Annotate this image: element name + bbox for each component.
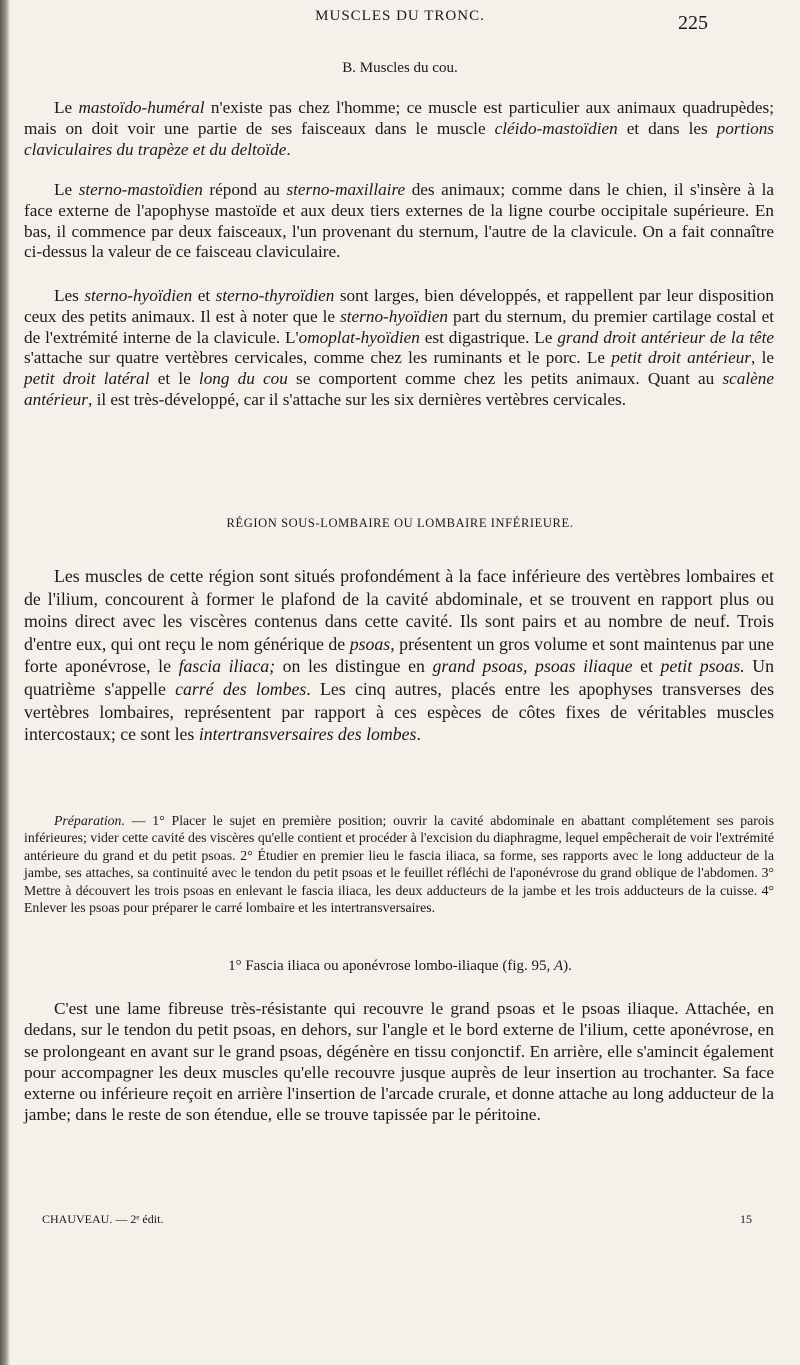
page-binding-shadow (0, 0, 10, 1365)
paragraph-region-intro: Les muscles de cette région sont situés profondément à la face inférieure des vertèbres lombaires et de l'ilium, concourent à former le plafond de la cavité abdominale, et se trouvent en rapport plus ou moins direct avec les viscères contenus dans cette cavité. Ils sont pairs et au nombre de neuf. Trois d'entre eux, qui ont reçu le nom générique de psoas, présentent un gros volume et sont maintenus par une forte aponévrose, le fascia iliaca; on les distingue en grand psoas, psoas iliaque et petit psoas. Un quatrième s'appelle carré des lombes. Les cinq autres, placés entre les apophyses transverses des vertèbres lombaires, représentent par rapport à ces espèces de côtes fixes de véritables muscles intercostaux; ce sont les intertransversaires des lombes. (24, 566, 774, 745)
footer-signature: CHAUVEAU. — 2ᵉ édit. (42, 1212, 164, 1226)
section-heading: B. Muscles du cou. (342, 60, 458, 76)
region-heading: RÉGION SOUS-LOMBAIRE OU LOMBAIRE INFÉRIEURE. (226, 516, 574, 530)
paragraph-fascia-iliaca: C'est une lame fibreuse très-résistante qui recouvre le grand psoas et le psoas iliaque. Attachée, en dedans, sur le tendon du petit psoas, en dehors, sur l'angle et le bord externe de l'ilium, cette aponévrose, en se prolongeant en avant sur le grand psoas, dégénère en tissu conjonctif. En arrière, elle s'amincit également pour accompagner les deux muscles qu'elle recouvre jusque auprès de leur insertion au trochanter. Sa face externe ou inférieure reçoit en arrière l'insertion de l'arcade crurale, et donne attache au long adducteur de la jambe; dans le reste de son étendue, elle se trouve tapissée par le péritoine. (24, 999, 774, 1125)
paragraph-sterno-mastoidien: Le sterno-mastoïdien répond au sterno-maxillaire des animaux; comme dans le chien, il s'insère à la face externe de l'apophyse mastoïde et aux deux tiers externes de la ligne courbe occipitale supérieure. En bas, il commence par deux faisceaux, l'un provenant du sternum, l'autre de la clavicule. On a fait connaître ci-dessus la valeur de ce faisceau claviculaire. (24, 180, 774, 262)
page-number: 225 (678, 12, 708, 34)
paragraph-mastoido-humeral: Le mastoïdo-huméral n'existe pas chez l'homme; ce muscle est particulier aux animaux quadrupèdes; mais on doit voir une partie de ses faisceaux dans le muscle cléido-mastoïdien et dans les portions claviculaires du trapèze et du deltoïde. (24, 98, 774, 159)
paragraph-sterno-hyoidien: Les sterno-hyoïdien et sterno-thyroïdien sont larges, bien développés, et rappellent par leur disposition ceux des petits animaux. Il est à noter que le sterno-hyoïdien part du sternum, du premier cartilage costal et de l'extrémité interne de la clavicule. L'omoplat-hyoïdien est digastrique. Le grand droit antérieur de la tête s'attache sur quatre vertèbres cervicales, comme chez les ruminants et le porc. Le petit droit antérieur, le petit droit latéral et le long du cou se comportent comme chez les petits animaux. Quant au scalène antérieur, il est très-développé, car il s'attache sur les six dernières vertèbres cervicales. (24, 286, 775, 409)
footer-sheet-number: 15 (740, 1212, 752, 1226)
page-footer (42, 1212, 752, 1230)
subsection-heading: 1° Fascia iliaca ou aponévrose lombo-iliaque (fig. 95, A). (228, 958, 572, 974)
preparation-note: Préparation. — 1° Placer le sujet en première position; ouvrir la cavité abdominale en abattant complétement ses parois inférieures; vider cette cavité des viscères qu'elle contient et procéder à l'excision du diaphragme, lequel empêcherait de voir l'extrémité antérieure du grand et du petit psoas. 2° Étudier en premier lieu le fascia iliaca, sa forme, ses rapports avec le long adducteur de la jambe, ses attaches, sa continuité avec le tendon du petit psoas et le feuillet réfléchi de l'aponévrose du grand oblique de l'abdomen. 3° Mettre à découvert les trois psoas en enlevant le fascia iliaca, les deux adducteurs de la jambe et les trois adducteurs de la cuisse. 4° Enlever les psoas pour préparer le carré lombaire et les intertransversaires. (24, 813, 774, 916)
running-header (0, 4, 800, 34)
running-title: MUSCLES DU TRONC. (315, 8, 485, 24)
